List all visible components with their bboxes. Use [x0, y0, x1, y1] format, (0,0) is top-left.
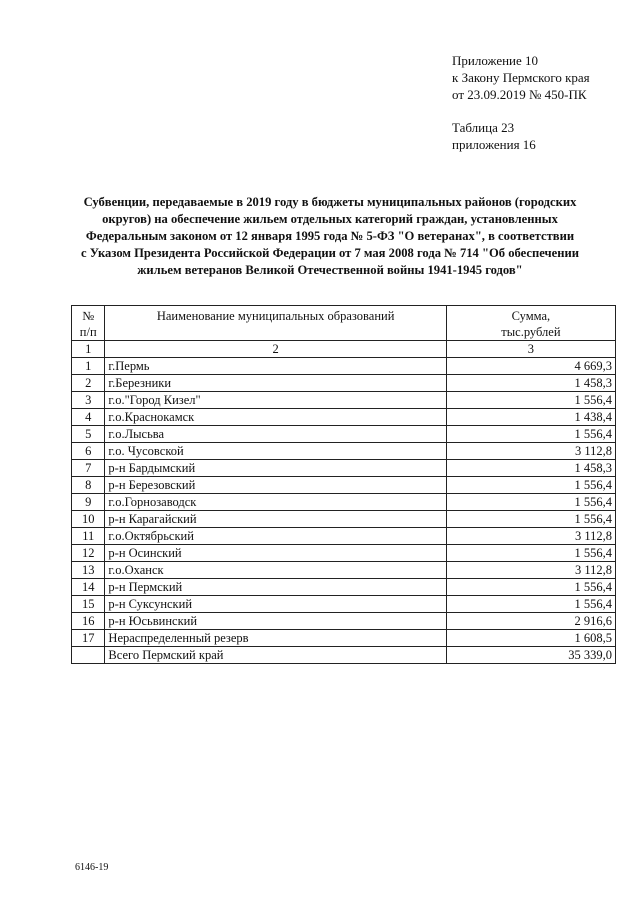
row-sum: 1 556,4	[446, 596, 615, 613]
row-name: г.Пермь	[105, 358, 446, 375]
title-line-5: жильем ветеранов Великой Отечественной войны 1941-1945 годов"	[137, 263, 523, 277]
index-cell-1: 1	[72, 341, 105, 358]
row-num: 16	[72, 613, 105, 630]
header-name: Наименование муниципальных образований	[105, 306, 446, 341]
title-line-2: округов) на обеспечение жильем отдельных категорий граждан, установленных	[102, 212, 558, 226]
row-num: 4	[72, 409, 105, 426]
table-header-row	[72, 306, 616, 341]
row-sum: 1 556,4	[446, 511, 615, 528]
appendix-block	[452, 52, 590, 103]
header-num-line-2: п/п	[79, 325, 97, 339]
row-num: 14	[72, 579, 105, 596]
row-sum: 3 112,8	[446, 443, 615, 460]
table-reference	[452, 119, 536, 153]
row-sum: 1 556,4	[446, 477, 615, 494]
row-sum: 2 916,6	[446, 613, 615, 630]
row-name: г.о.Горнозаводск	[105, 494, 446, 511]
row-name: р-н Осинский	[105, 545, 446, 562]
row-sum: 3 112,8	[446, 528, 615, 545]
row-num: 13	[72, 562, 105, 579]
row-num: 2	[72, 375, 105, 392]
column-index-row	[72, 341, 616, 358]
appendix-line-1: Приложение 10	[452, 53, 539, 68]
row-name: г.о.Краснокамск	[105, 409, 446, 426]
document-title	[70, 194, 590, 279]
header-num-line-1: №	[82, 309, 95, 323]
table-row	[72, 528, 616, 545]
row-name: р-н Бардымский	[105, 460, 446, 477]
row-name: р-н Пермский	[105, 579, 446, 596]
table-ref-line-1: Таблица 23	[452, 120, 515, 135]
row-num: 11	[72, 528, 105, 545]
table-row	[72, 375, 616, 392]
row-sum: 1 608,5	[446, 630, 615, 647]
table-row	[72, 358, 616, 375]
row-num: 6	[72, 443, 105, 460]
row-num: 3	[72, 392, 105, 409]
index-cell-2: 2	[105, 341, 446, 358]
table-row	[72, 579, 616, 596]
row-sum: 1 556,4	[446, 545, 615, 562]
title-line-1: Субвенции, передаваемые в 2019 году в бюджеты муниципальных районов (городских	[83, 195, 577, 209]
table-row	[72, 460, 616, 477]
row-num: 5	[72, 426, 105, 443]
row-sum: 1 556,4	[446, 579, 615, 596]
total-sum: 35 339,0	[446, 647, 615, 664]
table-ref-line-2: приложения 16	[452, 137, 536, 152]
table-row	[72, 409, 616, 426]
table-row	[72, 630, 616, 647]
row-name: г.Березники	[105, 375, 446, 392]
index-cell-3: 3	[446, 341, 615, 358]
appendix-line-3: от 23.09.2019 № 450-ПК	[452, 87, 587, 102]
total-label: Всего Пермский край	[105, 647, 446, 664]
row-name: г.о.Оханск	[105, 562, 446, 579]
row-num: 9	[72, 494, 105, 511]
row-sum: 1 556,4	[446, 392, 615, 409]
row-name: г.о."Город Кизел"	[105, 392, 446, 409]
row-num: 8	[72, 477, 105, 494]
table-row	[72, 443, 616, 460]
row-sum: 1 556,4	[446, 426, 615, 443]
subsidies-table	[71, 305, 616, 664]
header-sum	[446, 306, 615, 341]
title-line-4: с Указом Президента Российской Федерации от 7 мая 2008 года № 714 "Об обеспечении	[81, 246, 579, 260]
table-row	[72, 494, 616, 511]
table-row	[72, 477, 616, 494]
header-num	[72, 306, 105, 341]
table-row	[72, 562, 616, 579]
table-row	[72, 426, 616, 443]
row-num: 12	[72, 545, 105, 562]
row-sum: 4 669,3	[446, 358, 615, 375]
row-name: г.о. Чусовской	[105, 443, 446, 460]
total-row	[72, 647, 616, 664]
row-name: Нераспределенный резерв	[105, 630, 446, 647]
row-name: р-н Березовский	[105, 477, 446, 494]
header-sum-line-1: Сумма,	[511, 309, 551, 323]
row-name: р-н Юсьвинский	[105, 613, 446, 630]
table-row	[72, 511, 616, 528]
row-name: г.о.Лысьва	[105, 426, 446, 443]
row-sum: 1 458,3	[446, 460, 615, 477]
row-num: 17	[72, 630, 105, 647]
table-row	[72, 545, 616, 562]
appendix-line-2: к Закону Пермского края	[452, 70, 590, 85]
row-sum: 3 112,8	[446, 562, 615, 579]
title-line-3: Федеральным законом от 12 января 1995 года № 5-ФЗ "О ветеранах", в соответствии	[85, 229, 575, 243]
row-num: 7	[72, 460, 105, 477]
row-name: г.о.Октябрьский	[105, 528, 446, 545]
table-row	[72, 613, 616, 630]
row-sum: 1 556,4	[446, 494, 615, 511]
row-num: 15	[72, 596, 105, 613]
document-code: 6146-19	[75, 862, 109, 873]
row-sum: 1 458,3	[446, 375, 615, 392]
total-num-empty	[72, 647, 105, 664]
row-sum: 1 438,4	[446, 409, 615, 426]
row-num: 1	[72, 358, 105, 375]
row-num: 10	[72, 511, 105, 528]
row-name: р-н Суксунский	[105, 596, 446, 613]
table-row	[72, 392, 616, 409]
header-sum-line-2: тыс.рублей	[501, 325, 561, 339]
table-row	[72, 596, 616, 613]
row-name: р-н Карагайский	[105, 511, 446, 528]
